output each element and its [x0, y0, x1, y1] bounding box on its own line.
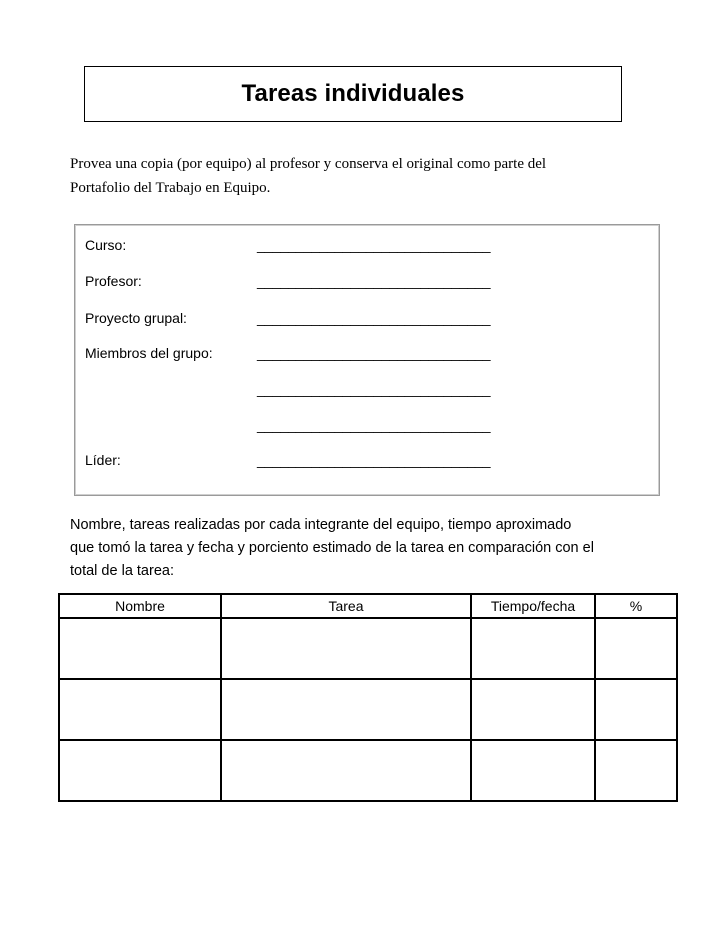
form-blank-profesor[interactable]: ______________________________ [257, 273, 491, 289]
cell-porciento[interactable] [595, 740, 677, 801]
form-label-proyecto: Proyecto grupal: [85, 310, 187, 326]
table-description [70, 514, 680, 583]
description-line-3: total de la tarea: [70, 563, 174, 579]
description-line-2: que tomó la tarea y fecha y porciento estimado de la tarea en comparación con el [70, 540, 594, 556]
form-row-miembro-3 [85, 415, 645, 435]
table-row [59, 740, 677, 801]
cell-tiempo-fecha[interactable] [471, 679, 595, 740]
cell-tarea[interactable] [221, 740, 471, 801]
cell-nombre[interactable] [59, 618, 221, 679]
cell-nombre[interactable] [59, 740, 221, 801]
form-row-miembros [85, 343, 645, 363]
form-row-proyecto [85, 308, 645, 328]
title-box [84, 66, 622, 122]
table-row [59, 679, 677, 740]
cell-porciento[interactable] [595, 618, 677, 679]
table-header-row [59, 594, 677, 618]
form-blank-proyecto[interactable]: ______________________________ [257, 310, 491, 326]
cell-tiempo-fecha[interactable] [471, 618, 595, 679]
intro-line-1: Provea una copia (por equipo) al profesor y conserva el original como parte del [70, 156, 547, 172]
description-line-1: Nombre, tareas realizadas por cada integrante del equipo, tiempo aproximado [70, 517, 572, 533]
cell-tiempo-fecha[interactable] [471, 740, 595, 801]
form-blank-curso[interactable]: ______________________________ [257, 237, 491, 253]
form-label-curso: Curso: [85, 237, 127, 253]
form-row-miembro-2 [85, 379, 645, 399]
page-title: Tareas individuales [241, 80, 465, 107]
info-form-box [74, 224, 660, 496]
tasks-table [58, 593, 678, 802]
header-porciento: % [595, 594, 677, 618]
header-tarea: Tarea [221, 594, 471, 618]
form-label-miembros: Miembros del grupo: [85, 345, 213, 361]
cell-nombre[interactable] [59, 679, 221, 740]
form-row-curso [85, 235, 645, 255]
form-blank-miembro-1[interactable]: ______________________________ [257, 345, 491, 361]
form-label-lider: Líder: [85, 452, 121, 468]
form-blank-miembro-2[interactable]: ______________________________ [257, 381, 491, 397]
form-label-profesor: Profesor: [85, 273, 142, 289]
cell-porciento[interactable] [595, 679, 677, 740]
form-blank-miembro-3[interactable]: ______________________________ [257, 417, 491, 433]
intro-line-2: Portafolio del Trabajo en Equipo. [70, 180, 271, 196]
form-blank-lider[interactable]: ______________________________ [257, 452, 491, 468]
form-row-lider [85, 450, 645, 470]
form-row-profesor [85, 271, 645, 291]
cell-tarea[interactable] [221, 618, 471, 679]
table-row [59, 618, 677, 679]
header-nombre: Nombre [59, 594, 221, 618]
intro-text [70, 152, 670, 200]
header-tiempo-fecha: Tiempo/fecha [471, 594, 595, 618]
cell-tarea[interactable] [221, 679, 471, 740]
